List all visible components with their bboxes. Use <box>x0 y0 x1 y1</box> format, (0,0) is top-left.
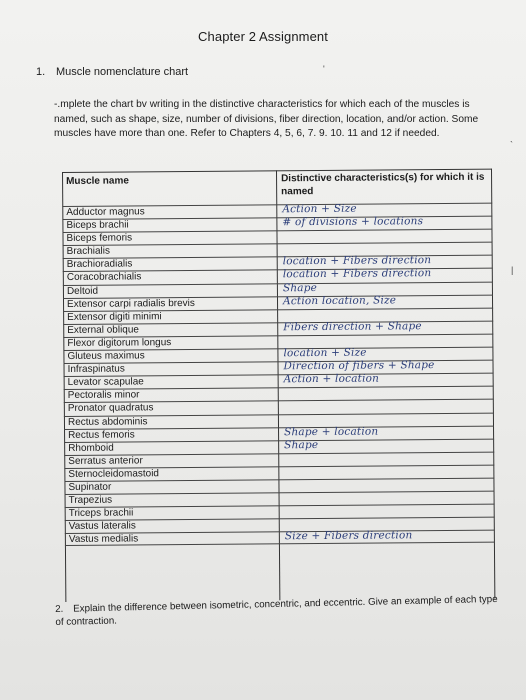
handwritten-answer-cell: location + Fibers direction <box>282 254 432 268</box>
handwritten-answer-cell: Size + Fibers direction <box>284 529 413 543</box>
handwritten-answer-cell: location + Fibers direction <box>282 267 432 281</box>
muscle-name-cell: Rectus abdominis <box>67 415 148 428</box>
muscle-name-cell: Extensor digiti minimi <box>67 310 162 323</box>
handwritten-answer-cell: Fibers direction + Shape <box>283 320 422 334</box>
muscle-name-cell: Adductor magnus <box>66 206 145 218</box>
muscle-name-cell: Vastus lateralis <box>68 520 136 533</box>
muscle-name-cell: Deltoid <box>66 285 99 297</box>
muscle-name-cell: External oblique <box>67 324 140 336</box>
question-1-label: Muscle nomenclature chart <box>56 66 189 78</box>
handwritten-answer-cell: Action location, Size <box>282 294 397 307</box>
muscle-name-cell: Triceps brachii <box>68 507 134 520</box>
handwritten-answer-cell: location + Size <box>283 346 367 360</box>
muscle-name-cell: Brachioradialis <box>66 258 133 271</box>
muscle-nomenclature-table <box>62 169 495 602</box>
handwritten-answer-cell: Action + location <box>283 372 380 386</box>
muscle-name-cell: Pectoralis minor <box>67 389 140 402</box>
muscle-name-cell: Vastus medialis <box>68 533 139 546</box>
muscle-name-cell: Trapezius <box>68 494 113 507</box>
handwritten-answer-cell: # of divisions + locations <box>282 215 424 229</box>
handwritten-answer-cell: Direction of fibers + Shape <box>283 359 435 373</box>
handwritten-answer-cell: Shape + location <box>284 425 379 438</box>
muscle-name-cell: Levator scapulae <box>67 376 144 389</box>
muscle-name-cell: Extensor carpi radialis brevis <box>66 297 195 310</box>
question-2-text: Explain the difference between isometric, concentric, and eccentric. Give an example of each type of contraction. <box>55 593 498 628</box>
muscle-name-cell: Brachialis <box>66 245 111 258</box>
question-1-heading <box>36 66 188 78</box>
handwritten-answer-cell: Shape <box>282 281 318 294</box>
question-2-number: 2. <box>55 603 64 615</box>
muscle-name-cell: Biceps femoris <box>66 232 133 245</box>
muscle-name-cell: Serratus anterior <box>68 455 143 467</box>
handwritten-answer-cell: Action + Size <box>282 202 357 216</box>
handwritten-answer-cell: Shape <box>284 438 319 451</box>
muscle-name-cell: Gluteus maximus <box>67 350 145 362</box>
muscle-name-cell: Flexor digitorum longus <box>67 337 172 349</box>
pen-mark: ` <box>510 140 513 150</box>
pen-mark: | <box>511 265 514 275</box>
table-body <box>62 203 495 547</box>
table-row <box>65 530 495 546</box>
muscle-name-cell: Rectus femoris <box>68 429 135 441</box>
muscle-name-cell: Infraspinatus <box>67 363 125 376</box>
muscle-name-cell: Rhomboid <box>68 442 114 454</box>
muscle-name-cell: Sternocleidomastoid <box>68 468 160 480</box>
muscle-name-cell: Pronator quadratus <box>67 402 154 415</box>
question-1-number: 1. <box>36 66 46 78</box>
page-title: Chapter 2 Assignment <box>198 29 328 44</box>
pen-mark: ' <box>323 64 325 74</box>
muscle-name-cell: Coracobrachialis <box>66 271 142 284</box>
question-1-instructions: -.mplete the chart bv writing in the distinctive characteristics for which each of the muscles is named, such as shape, size, number of divisions, fiber direction, location, and/or action. Some muscles have more than one. Refer to Chapters 4, 5, 6, 7. 9. 10. 11 and 12 if needed. <box>54 99 479 140</box>
muscle-name-cell: Biceps brachii <box>66 219 129 232</box>
table-header-characteristics: Distinctive characteristics(s) for which it is named <box>281 171 485 198</box>
muscle-name-cell: Supinator <box>68 481 112 493</box>
table-header-muscle-name: Muscle name <box>66 175 129 187</box>
